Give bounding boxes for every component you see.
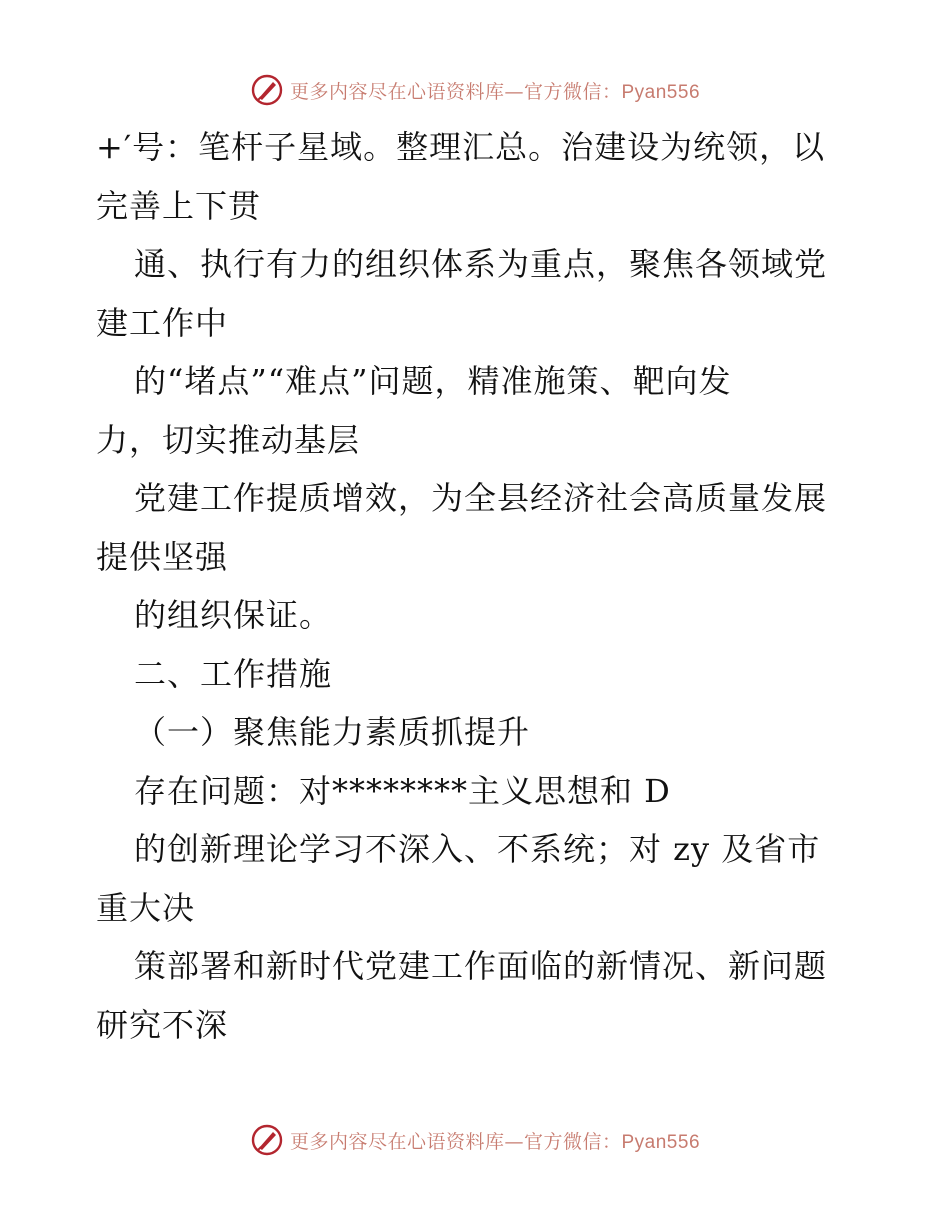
- text-line: 完善上下贯: [96, 186, 262, 225]
- text-line: 建工作中: [96, 303, 229, 342]
- text-line: 的创新理论学习不深入、不系统；对 zy 及省市: [134, 830, 821, 868]
- text-line: 重大决: [96, 888, 196, 927]
- banner-wechat-id: Pyan556: [621, 1131, 701, 1153]
- text-line: 策部署和新时代党建工作面临的新情况、新问题: [134, 947, 828, 985]
- text-line: 提供坚强: [96, 537, 229, 576]
- document-body: [96, 118, 876, 1054]
- text-line: （一）聚焦能力素质抓提升: [134, 713, 531, 751]
- quill-logo-icon: [250, 73, 284, 107]
- quill-logo-icon: [250, 1123, 284, 1157]
- text-line: +′号：笔杆子星域。整理汇总。治建设为统领，以: [96, 128, 826, 166]
- text-line: 二、工作措施: [134, 654, 333, 693]
- text-line: 力，切实推动基层: [96, 420, 361, 459]
- banner-text: 更多内容尽在心语资料库—官方微信：: [289, 80, 622, 103]
- banner-text: 更多内容尽在心语资料库—官方微信：: [289, 1130, 622, 1153]
- text-line: 的组织保证。: [134, 596, 333, 634]
- header-watermark-banner: [0, 68, 950, 112]
- text-line: 存在问题：对********主义思想和 D: [134, 771, 671, 810]
- footer-watermark-banner: [0, 1118, 950, 1162]
- text-line: 通、执行有力的组织体系为重点，聚焦各领域党: [134, 245, 828, 283]
- text-line: 党建工作提质增效，为全县经济社会高质量发展: [134, 479, 828, 517]
- text-line: 研究不深: [96, 1005, 229, 1044]
- banner-wechat-id: Pyan556: [621, 81, 701, 103]
- text-line: 的“堵点”“难点”问题，精准施策、靶向发: [134, 362, 732, 400]
